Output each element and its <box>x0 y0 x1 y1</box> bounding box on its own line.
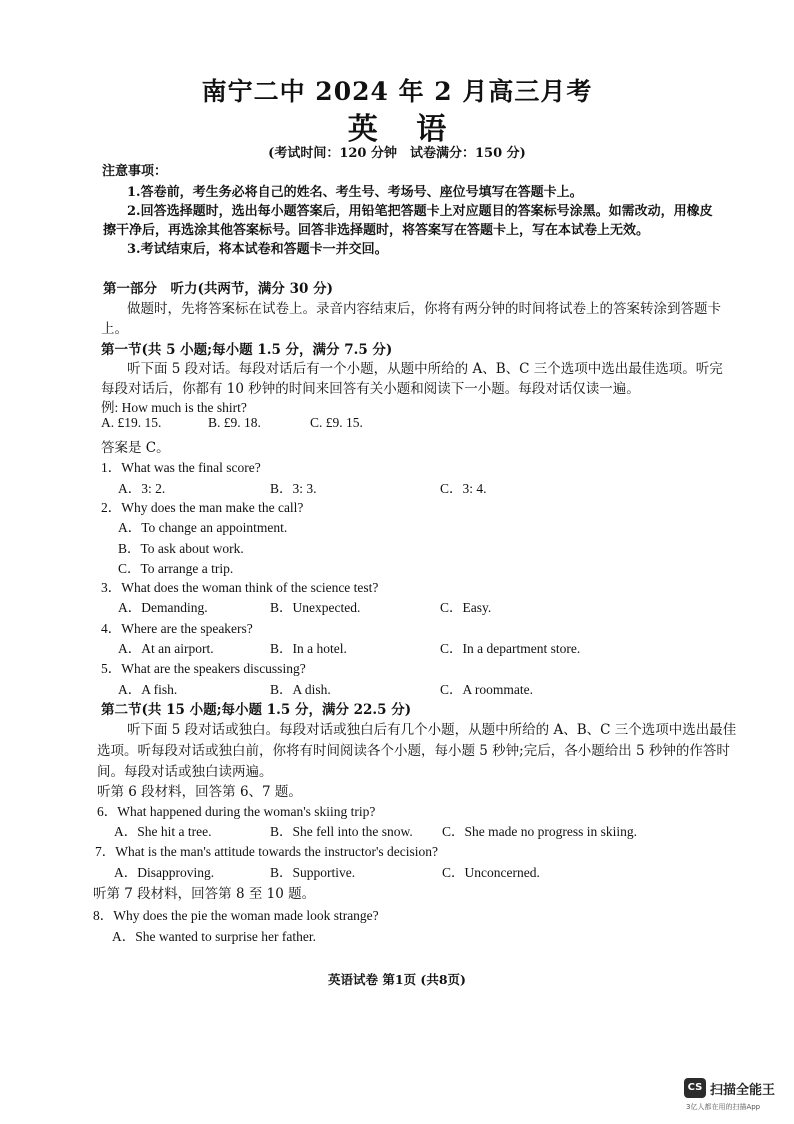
question-4-option-b: B．In a hotel. <box>270 641 347 656</box>
question-2-option-b: B．To ask about work. <box>118 541 244 556</box>
part1-heading: 第一部分 听力(共两节，满分 30 分) <box>103 281 333 297</box>
question-6: 6．What happened during the woman's skiing trip? <box>97 804 376 819</box>
question-4-option-c: C．In a department store. <box>440 641 581 656</box>
question-3: 3．What does the woman think of the science test? <box>101 580 379 595</box>
section2-instructions-line-2: 选项。听每段对话或独白前，你将有时间阅读各个小题，每小题 5 秒钟;完后，各小题给出 5 秒钟的作答时 <box>97 743 730 759</box>
material-6-instruction: 听第 6 段材料，回答第 6、7 题。 <box>97 784 302 800</box>
exam-title: 南宁二中 2024 年 2 月高三月考 <box>201 77 593 106</box>
question-7-option-b: B．Supportive. <box>270 865 356 880</box>
question-4-option-a: A．At an airport. <box>118 641 214 656</box>
example-option-c: C. £9. 15. <box>310 415 363 430</box>
page-footer: 英语试卷 第1页 (共8页) <box>328 972 466 987</box>
question-3-option-a: A．Demanding. <box>118 600 208 615</box>
section1-instructions-line-2: 每段对话后，你都有 10 秒钟的时间来回答有关小题和阅读下一小题。每段对话仅读一遍。 <box>101 381 640 397</box>
question-8: 8．Why does the pie the woman made look strange? <box>93 908 379 923</box>
notice-item-2-line-2: 擦干净后，再选涂其他答案标号。回答非选择题时，将答案写在答题卡上，写在本试卷上无效。 <box>103 223 650 238</box>
scanner-watermark <box>684 1072 794 1116</box>
section1-instructions-line-1: 听下面 5 段对话。每段对话后有一个小题，从题中所给的 A、B、C 三个选项中选出最佳选项。听完 <box>127 361 723 377</box>
notice-item-3: 3.考试结束后，将本试卷和答题卡一并交回。 <box>127 242 388 257</box>
section2-instructions-line-1: 听下面 5 段对话或独白。每段对话或独白后有几个小题，从题中所给的 A、B、C 三个选项中选出最佳 <box>127 722 737 738</box>
section2-instructions-line-3: 间。每段对话或独白读两遍。 <box>97 764 273 780</box>
question-4: 4．Where are the speakers? <box>101 621 253 636</box>
section2-heading: 第二节(共 15 小题;每小题 1.5 分，满分 22.5 分) <box>101 702 412 718</box>
exam-info: (考试时间：120 分钟 试卷满分：150 分) <box>268 146 526 161</box>
example-option-b: B. £9. 18. <box>208 415 261 430</box>
section1-heading: 第一节(共 5 小题;每小题 1.5 分，满分 7.5 分) <box>101 342 393 358</box>
question-5-option-b: B．A dish. <box>270 682 331 697</box>
question-1-option-c: C．3: 4. <box>440 481 487 496</box>
question-6-option-c: C．She made no progress in skiing. <box>442 824 637 839</box>
question-5: 5．What are the speakers discussing? <box>101 661 306 676</box>
question-2-option-a: A．To change an appointment. <box>118 520 288 535</box>
notice-heading: 注意事项： <box>102 164 168 179</box>
question-7: 7．What is the man's attitude towards the instructor's decision? <box>95 844 439 859</box>
notice-item-1: 1.答卷前，考生务必将自己的姓名、考生号、考场号、座位号填写在答题卡上。 <box>127 185 583 200</box>
question-1: 1．What was the final score? <box>101 460 261 475</box>
question-7-option-c: C．Unconcerned. <box>442 865 540 880</box>
question-2: 2．Why does the man make the call? <box>101 500 304 515</box>
example-answer: 答案是 C。 <box>101 440 170 456</box>
notice-item-2-line-1: 2.回答选择题时，选出每小题答案后，用铅笔把答题卡上对应题目的答案标号涂黑。如需改动，用橡皮 <box>127 204 713 219</box>
watermark-tagline: 3亿人都在用的扫描App <box>686 1103 761 1111</box>
question-1-option-a: A．3: 2. <box>118 481 166 496</box>
question-6-option-b: B．She fell into the snow. <box>270 824 413 839</box>
material-7-instruction: 听第 7 段材料，回答第 8 至 10 题。 <box>93 886 316 902</box>
question-5-option-c: C．A roommate. <box>440 682 533 697</box>
question-1-option-b: B．3: 3. <box>270 481 317 496</box>
question-8-option-a: A．She wanted to surprise her father. <box>112 929 316 944</box>
part1-intro-line-1: 做题时，先将答案标在试卷上。录音内容结束后，你将有两分钟的时间将试卷上的答案转涂到答题卡 <box>127 301 721 317</box>
question-5-option-a: A．A fish. <box>118 682 178 697</box>
question-2-option-c: C．To arrange a trip. <box>118 561 234 576</box>
question-3-option-c: C．Easy. <box>440 600 492 615</box>
watermark-app-name: 扫描全能王 <box>710 1083 776 1098</box>
question-3-option-b: B．Unexpected. <box>270 600 361 615</box>
part1-intro-line-2: 上。 <box>101 321 128 337</box>
camscanner-logo-icon: CS <box>684 1078 706 1098</box>
subject-title: 英 语 <box>347 112 461 147</box>
example-option-a: A. £19. 15. <box>101 415 162 430</box>
example-question: 例: How much is the shirt? <box>101 400 247 415</box>
question-7-option-a: A．Disapproving. <box>114 865 215 880</box>
question-6-option-a: A．She hit a tree. <box>114 824 212 839</box>
